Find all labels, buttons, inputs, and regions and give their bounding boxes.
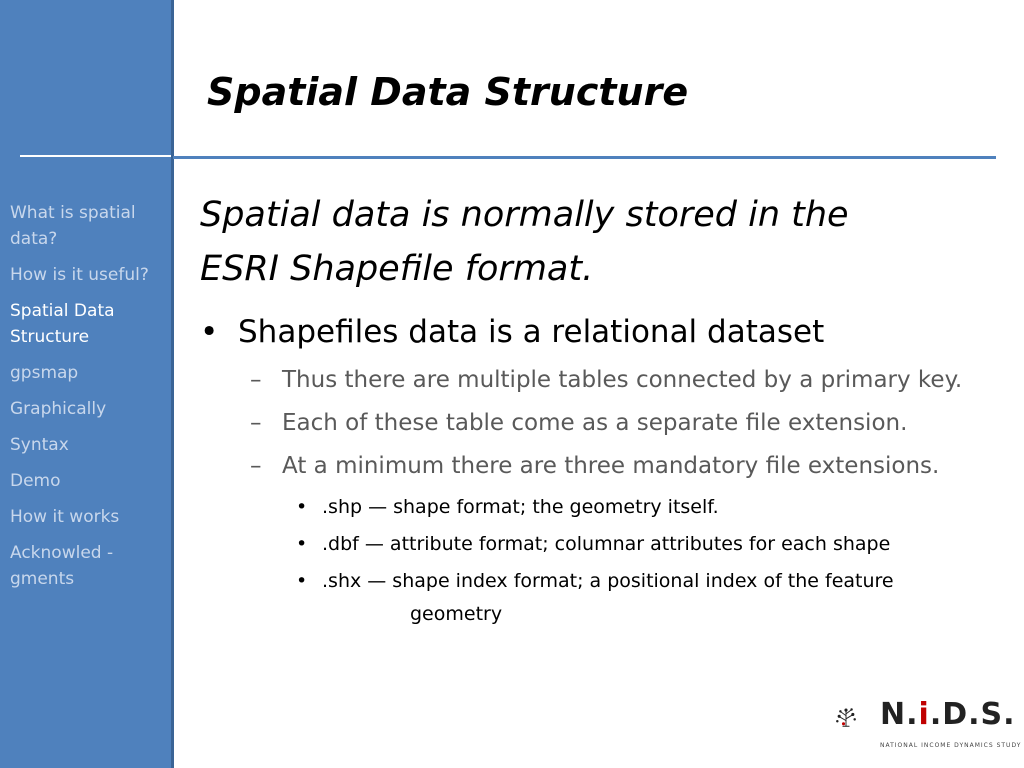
file-bullet-text: .shp — shape format; the geometry itself. — [322, 496, 719, 518]
sub-bullet-item — [250, 448, 990, 485]
sub-bullet-text: At a minimum there are three mandatory file extensions. — [282, 453, 940, 479]
dash-icon: – — [250, 367, 262, 393]
nids-logo-subtitle: NATIONAL INCOME DYNAMICS STUDY — [880, 742, 1022, 749]
page-title: Spatial Data Structure — [207, 70, 689, 114]
dash-icon: – — [250, 453, 262, 479]
slide-content — [200, 188, 1000, 635]
sidebar-nav — [10, 200, 168, 602]
sub-bullet-text: Each of these table come as a separate file extension. — [282, 410, 908, 436]
sub-bullet-item — [250, 362, 990, 399]
sidebar-item-how-it-works[interactable]: How it works — [10, 507, 120, 527]
sidebar-item-demo[interactable]: Demo — [10, 471, 61, 491]
sidebar — [0, 0, 174, 768]
file-bullet-text: geometry — [410, 603, 503, 625]
dash-icon: – — [250, 410, 262, 436]
lead-text: Spatial data is normally stored in the ESRI Shapefile format. — [200, 195, 849, 289]
file-bullet-text: .shx — shape index format; a positional index of the feature — [322, 570, 894, 592]
sidebar-item-acknowledgments[interactable]: Acknowled - gments — [10, 543, 114, 589]
bullet-item — [200, 310, 1000, 354]
bullet-dot-icon: • — [200, 314, 219, 350]
sidebar-item-what-is-spatial-data[interactable]: What is spatial data? — [10, 203, 136, 249]
bullet-dot-icon: • — [296, 496, 308, 518]
sub-bullet-text: Thus there are multiple tables connected by a primary key. — [282, 367, 963, 393]
sidebar-item-graphically[interactable]: Graphically — [10, 399, 107, 419]
sidebar-divider — [20, 155, 171, 157]
tree-logo-icon — [815, 685, 877, 747]
file-bullet-continuation — [410, 598, 1024, 631]
bullet-dot-icon: • — [296, 533, 308, 555]
file-bullet-item — [296, 491, 996, 524]
file-bullet-item — [296, 565, 996, 598]
file-bullet-item — [296, 528, 996, 561]
bullet-dot-icon: • — [296, 570, 308, 592]
sidebar-item-syntax[interactable]: Syntax — [10, 435, 69, 455]
sub-bullet-item — [250, 405, 990, 442]
nids-logo-text: N.i.D.S. — [880, 697, 1016, 732]
bullet-text: Shapefiles data is a relational dataset — [238, 314, 825, 350]
sidebar-item-spatial-data-structure[interactable]: Spatial Data Structure — [10, 301, 115, 347]
sidebar-item-how-is-it-useful[interactable]: How is it useful? — [10, 265, 149, 285]
file-bullet-text: .dbf — attribute format; columnar attributes for each shape — [322, 533, 891, 555]
sidebar-item-gpsmap[interactable]: gpsmap — [10, 363, 79, 383]
title-divider — [173, 156, 996, 159]
